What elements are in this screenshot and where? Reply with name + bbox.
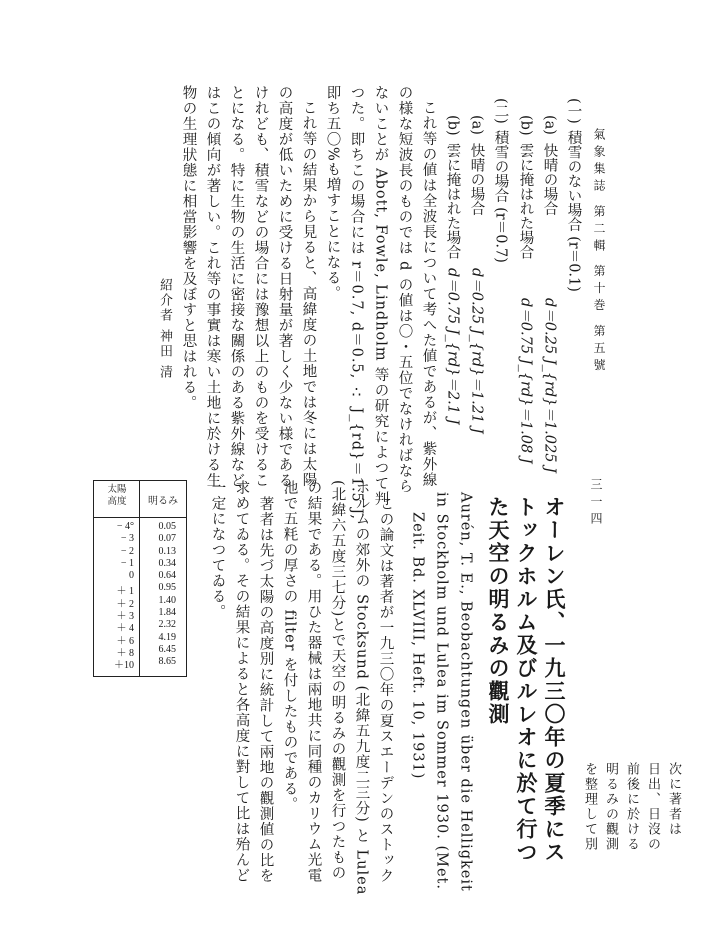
table-cell-brightness: 6.45: [158, 643, 176, 655]
citation-line: Aurén, T. E., Beobachtungen über die Helligkeit: [457, 492, 474, 892]
paragraph-line: はこの傾向が著しい。これ等の事實は寒い土地に於ける生: [204, 85, 221, 488]
table-cell-altitude: − 2: [120, 545, 134, 557]
table-row: [94, 521, 186, 533]
section-2a-text: 快晴の場合: [468, 143, 485, 216]
body-line: の結果である。用ひた器械は兩地共に同種のカリウム光電: [305, 480, 322, 883]
continuation-line: 前後に於ける: [624, 762, 639, 852]
section-2b-label: (b): [444, 115, 461, 136]
paragraph-line: ないことが Abott, Fowle, Lindholm 等の研究によつて判: [372, 85, 389, 507]
section-2a-label: (a): [468, 115, 485, 135]
section-2b-formula: d＝0.75 J_{rd}＝2.1 J: [444, 268, 461, 425]
section-2-marker: (二): [492, 98, 509, 124]
paragraph-line: つた。即ちこの場合には r＝0.7, d＝0.5, ∴ J_{rd}＝1.5 J,: [348, 85, 365, 520]
table-row: [94, 619, 186, 635]
body-line: (北緯六五度三七分)とで天空の明るみの觀測を行つたもの: [329, 480, 346, 881]
table-cell-brightness: 4.19: [158, 631, 176, 643]
body-line: この論文は著者が一九三〇年の夏スエーデンのストック: [377, 496, 394, 884]
table-cell-brightness: 0.64: [158, 570, 176, 582]
table-body: [94, 521, 186, 672]
section-1a-formula: d＝0.25 J_{rd}＝1.025 J: [541, 298, 558, 473]
paragraph-line: 即ち五〇%も増すことになる。: [324, 85, 341, 302]
paragraph-line: けれども、積雪などの場合には豫想以上のものを受けるこ: [252, 85, 269, 488]
table-cell-brightness: 0.05: [158, 521, 176, 532]
paragraph-line: 物の生理狀態に相當影響を及ぼすと思はれる。: [180, 85, 197, 411]
continuation-line: を整理して別: [582, 762, 597, 852]
section-1b-label: (b): [517, 115, 534, 136]
paragraph-line: の高度が低いために受ける日射量が著しく少ない様である: [276, 85, 293, 488]
table-cell-altitude: − 3: [120, 533, 134, 545]
body-line: 著者は先づ太陽の高度別に統計して兩地の觀測値の比を: [257, 496, 274, 884]
table-cell-altitude: ＋ 6: [116, 635, 134, 647]
table-row: [94, 631, 186, 647]
table-cell-brightness: 8.65: [158, 656, 176, 668]
table-row: [94, 607, 186, 623]
table-row: [94, 570, 186, 582]
paragraph-line: とになる。特に生物の生活に密接な關係のある紫外線など: [228, 85, 245, 488]
table-header-altitude-line: 高度: [107, 497, 127, 507]
section-2b-text: 雲に掩はれた場合: [444, 143, 461, 259]
body-line: 求めてゐる。その結果によると各高度に對して比は殆んど: [233, 480, 250, 883]
table-row: [94, 558, 186, 570]
brightness-table: [93, 480, 187, 677]
table-cell-altitude: ＋ 4: [116, 623, 134, 635]
table-cell-brightness: 1.40: [158, 594, 176, 606]
table-cell-altitude: 0: [129, 570, 134, 582]
article-title-line: た天空の明るみの觀測: [486, 496, 511, 726]
paragraph-line: これ等の値は全波長について考へた値であるが、紫外線: [420, 100, 437, 488]
citation-line: in Stockholm und Lulea im Sommer 1930. (Met.: [433, 492, 450, 890]
table-cell-altitude: ＋ 2: [116, 598, 134, 610]
table-row: [94, 582, 186, 598]
table-cell-altitude: ＋ 1: [116, 586, 134, 598]
body-line: 一定になつてゐる。: [209, 480, 226, 620]
section-2a-formula: d＝0.25 J_{rd}＝1.21 J: [468, 268, 485, 434]
section-1b-formula: d＝0.75 J_{rd}＝1.08 J: [517, 298, 534, 464]
table-cell-brightness: 1.84: [158, 607, 176, 619]
table-row: [94, 643, 186, 659]
table-cell-altitude: ＋ 3: [116, 611, 134, 623]
table-cell-altitude: − 1: [120, 557, 134, 569]
table-header-altitude: [96, 484, 138, 508]
section-1-title: 積雪のない場合 (r＝0.1): [565, 130, 582, 292]
table-row: [94, 594, 186, 610]
page-number: 三一四: [589, 478, 603, 529]
table-row: [94, 656, 186, 672]
table-cell-brightness: 0.34: [158, 557, 176, 569]
article-title-line: オーレン氏、一九三〇年の夏季にス: [542, 496, 567, 864]
section-1a-text: 快晴の場合: [541, 143, 558, 216]
table-cell-brightness: 2.32: [158, 619, 176, 631]
reviewer-signature: 紹介者 神田 清: [157, 278, 172, 381]
body-line: ホルムの郊外の Stocksund (北緯五九度二三分) と Lulea: [353, 480, 370, 896]
table-cell-brightness: 0.07: [158, 533, 176, 545]
journal-header: 氣象集誌 第二輯 第十巻 第五號: [592, 128, 606, 376]
paragraph-line: の様な短波長のものでは d の値は〇・五位でなければなら: [396, 85, 413, 495]
body-line: 池で五粍の厚さの filter を付したものである。: [281, 480, 298, 813]
table-row: [94, 533, 186, 545]
section-1a-label: (a): [541, 115, 558, 135]
table-header-brightness: 明るみ: [148, 496, 178, 507]
section-1b-text: 雲に掩はれた場合: [517, 143, 534, 259]
table-cell-brightness: 0.95: [158, 582, 176, 594]
table-cell-brightness: 0.13: [158, 545, 176, 557]
table-cell-altitude: ＋ 8: [116, 647, 134, 659]
section-2-title: 積雪の場合 (r＝0.7): [492, 130, 509, 263]
table-cell-altitude: ＋10: [114, 660, 134, 672]
section-1-marker: (一): [565, 98, 582, 124]
citation-line: Zeit. Bd. XLVIII, Heft. 10, 1931): [409, 512, 426, 780]
article-title-line: トックホルム及びルレオに於て行つ: [514, 496, 539, 864]
table-row: [94, 546, 186, 558]
continuation-line: 日出、日沒の: [645, 762, 660, 852]
table-header-altitude-line: 太陽: [107, 485, 127, 495]
paragraph-line: これ等の結果から見ると、高緯度の土地では冬には太陽: [300, 100, 317, 488]
continuation-line: 明るみの觀測: [603, 762, 618, 852]
continuation-line: 次に著者は: [666, 762, 681, 837]
table-cell-altitude: − 4°: [116, 521, 134, 532]
